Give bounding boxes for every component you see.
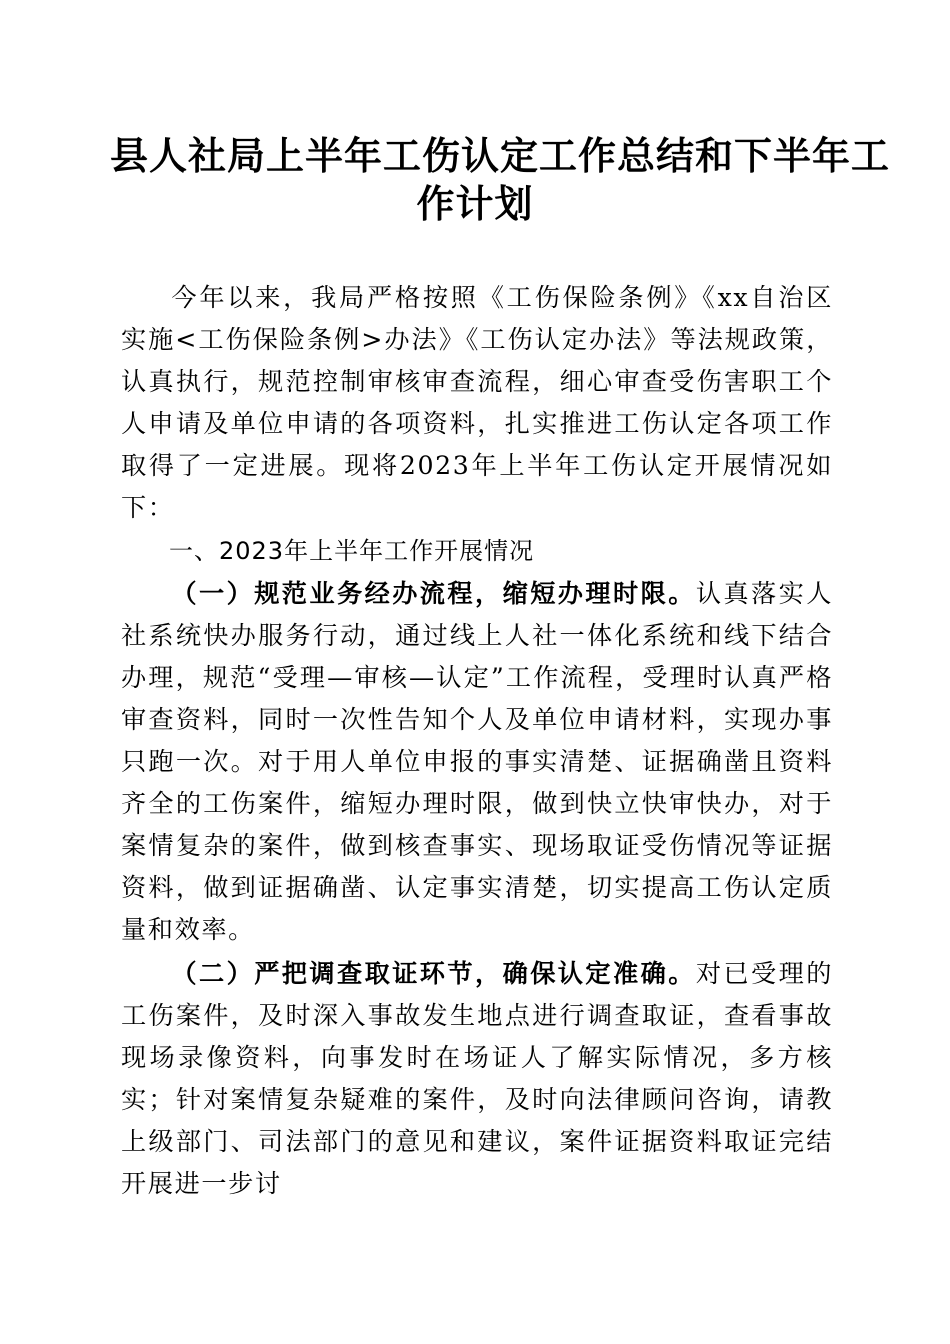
document-title [110, 132, 891, 228]
item-2-heading: （二）严把调查取证环节，确保认定准确。 [171, 957, 696, 988]
item-1-body: 认真落实人社系统快办服务行动，通过线上人社一体化系统和线下结合办理，规范“受理—审核—认定”工作流程，受理时认真严格审查资料，同时一次性告知个人及单位申请材料，实现办事只跑一次。对于用人单位申报的事实清楚、证据确凿且资料齐全的工伤案件，缩短办理时限，做到快立快审快办，对于案情复杂的案件，做到核查事实、现场取证受伤情况等证据资料，做到证据确凿、认定事实清楚，切实提高工伤认定质量和效率。 [121, 578, 834, 945]
title-line-1: 县人社局上半年工伤认定工作总结和下半年工 [110, 133, 891, 178]
item-1-heading: （一）规范业务经办流程，缩短办理时限。 [171, 577, 696, 608]
intro-paragraph: 今年以来，我局严格按照《工伤保险条例》《xx自治区实施<工伤保险条例>办法》《工伤认定办法》等法规政策，认真执行，规范控制审核审查流程，细心审查受伤害职工个人申请及单位申请的各项资料，扎实推进工伤认定各项工作取得了一定进展。现将2023年上半年工伤认定开展情况如下： [121, 283, 833, 523]
item-2-body: 对已受理的工伤案件，及时深入事故发生地点进行调查取证，查看事故现场录像资料，向事发时在场证人了解实际情况，多方核实；针对案情复杂疑难的案件，及时向法律顾问咨询，请教上级部门、司法部门的意见和建议，案件证据资料取证完结开展进一步讨 [121, 958, 834, 1198]
document-body [121, 277, 833, 1205]
section-1-heading: 一、2023年上半年工作开展情况 [169, 536, 535, 565]
item-2-paragraph [121, 952, 833, 1206]
item-1-paragraph [121, 572, 833, 952]
title-line-2: 作计划 [416, 181, 534, 226]
